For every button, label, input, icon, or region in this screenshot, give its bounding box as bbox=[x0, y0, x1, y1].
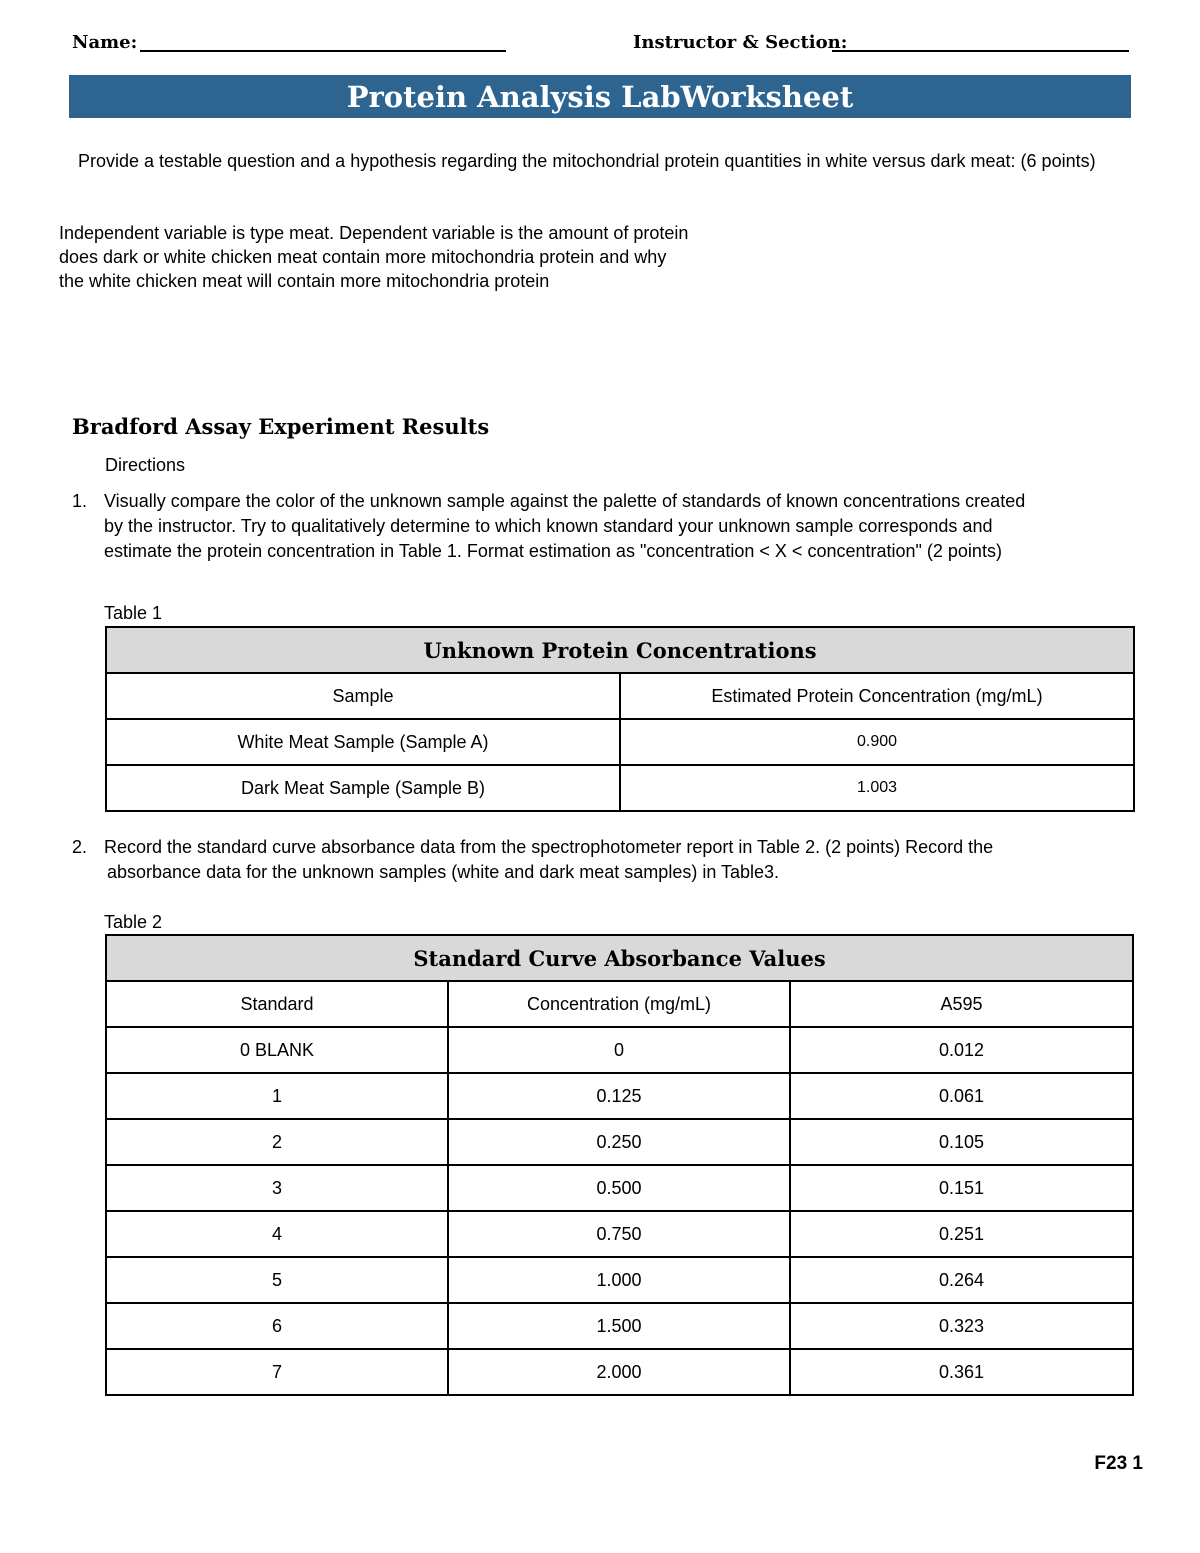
table-row bbox=[106, 1073, 1133, 1119]
table-2-cell: 1 bbox=[106, 1073, 448, 1119]
page-title: Protein Analysis LabWorksheet bbox=[346, 79, 854, 114]
table-row bbox=[106, 765, 1134, 811]
table-1-cell: White Meat Sample (Sample A) bbox=[106, 719, 620, 765]
table-2-cell: 1.500 bbox=[448, 1303, 790, 1349]
table-2-cell: 7 bbox=[106, 1349, 448, 1395]
table-2-cell: 4 bbox=[106, 1211, 448, 1257]
table-2-cell: 0.361 bbox=[790, 1349, 1133, 1395]
table-2-caption: Table 2 bbox=[104, 912, 163, 932]
table-2-cell: 0.251 bbox=[790, 1211, 1133, 1257]
table-row bbox=[106, 1165, 1133, 1211]
instructor-section-label: Instructor & Section: bbox=[633, 32, 848, 53]
table-2-header-standard: Standard bbox=[106, 981, 448, 1027]
table-2-cell: 0.750 bbox=[448, 1211, 790, 1257]
table-1-cell: 1.003 bbox=[620, 765, 1134, 811]
table-1-header-concentration: Estimated Protein Concentration (mg/mL) bbox=[620, 673, 1134, 719]
table-2 bbox=[105, 934, 1134, 1396]
answer-line-3: the white chicken meat will contain more mitochondria protein bbox=[59, 271, 550, 291]
table-row bbox=[106, 1303, 1133, 1349]
table-1-cell: Dark Meat Sample (Sample B) bbox=[106, 765, 620, 811]
table-2-cell: 0.250 bbox=[448, 1119, 790, 1165]
question-prompt: Provide a testable question and a hypothesis regarding the mitochondrial protein quantities in white versus dark meat: (6 points) bbox=[78, 151, 1096, 171]
table-1-caption: Table 1 bbox=[104, 603, 163, 623]
table-2-cell: 5 bbox=[106, 1257, 448, 1303]
table-2-cell: 0.151 bbox=[790, 1165, 1133, 1211]
title-banner bbox=[69, 75, 1131, 118]
table-2-cell: 0.061 bbox=[790, 1073, 1133, 1119]
table-2-cell: 0 bbox=[448, 1027, 790, 1073]
step-1-line-1: Visually compare the color of the unknown sample against the palette of standards of known concentrations created bbox=[104, 491, 1026, 511]
instructor-section-field-line[interactable] bbox=[832, 50, 1129, 52]
table-2-title: Standard Curve Absorbance Values bbox=[106, 935, 1133, 981]
answer-line-1: Independent variable is type meat. Dependent variable is the amount of protein bbox=[59, 223, 689, 243]
section-title: Bradford Assay Experiment Results bbox=[72, 414, 490, 439]
step-2-line-1: Record the standard curve absorbance data from the spectrophotometer report in Table 2. (2 points) Record the bbox=[104, 837, 994, 857]
table-2-cell: 0.105 bbox=[790, 1119, 1133, 1165]
table-2-cell: 2.000 bbox=[448, 1349, 790, 1395]
step-1-number: 1. bbox=[72, 491, 88, 511]
table-1-cell: 0.900 bbox=[620, 719, 1134, 765]
page-footer: F23 1 bbox=[1094, 1453, 1143, 1474]
table-row bbox=[106, 719, 1134, 765]
table-2-cell: 1.000 bbox=[448, 1257, 790, 1303]
step-2-number: 2. bbox=[72, 837, 88, 857]
table-1-title: Unknown Protein Concentrations bbox=[106, 627, 1134, 673]
step-1-line-2: by the instructor. Try to qualitatively determine to which known standard your unknown sample corresponds and bbox=[104, 516, 993, 536]
table-2-cell: 0.264 bbox=[790, 1257, 1133, 1303]
table-2-cell: 0.012 bbox=[790, 1027, 1133, 1073]
table-1-header-sample: Sample bbox=[106, 673, 620, 719]
table-2-cell: 0.125 bbox=[448, 1073, 790, 1119]
step-1-line-3: estimate the protein concentration in Table 1. Format estimation as "concentration < X < concentration" (2 points) bbox=[104, 541, 1002, 561]
table-row bbox=[106, 1027, 1133, 1073]
table-2-cell: 6 bbox=[106, 1303, 448, 1349]
answer-line-2: does dark or white chicken meat contain more mitochondria protein and why bbox=[59, 247, 667, 267]
table-2-header-a595: A595 bbox=[790, 981, 1133, 1027]
name-field-line[interactable] bbox=[140, 50, 506, 52]
table-2-cell: 0.500 bbox=[448, 1165, 790, 1211]
table-2-cell: 0 BLANK bbox=[106, 1027, 448, 1073]
table-2-cell: 0.323 bbox=[790, 1303, 1133, 1349]
table-row bbox=[106, 1349, 1133, 1395]
table-row bbox=[106, 1119, 1133, 1165]
table-2-cell: 3 bbox=[106, 1165, 448, 1211]
directions-label: Directions bbox=[105, 455, 186, 475]
table-2-header-concentration: Concentration (mg/mL) bbox=[448, 981, 790, 1027]
step-2-line-2: absorbance data for the unknown samples (white and dark meat samples) in Table3. bbox=[107, 862, 780, 882]
name-label: Name: bbox=[72, 32, 138, 53]
table-row bbox=[106, 1211, 1133, 1257]
table-row bbox=[106, 1257, 1133, 1303]
table-1 bbox=[105, 626, 1135, 812]
table-2-cell: 2 bbox=[106, 1119, 448, 1165]
